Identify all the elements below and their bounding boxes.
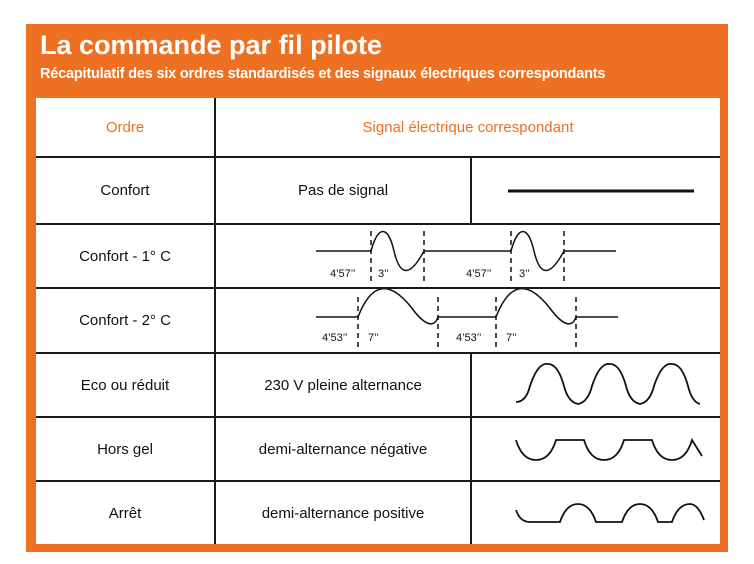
column-header-signal: Signal électrique correspondant <box>362 118 574 136</box>
page-subtitle: Récapitulatif des six ordres standardisés et des signaux électriques correspondants <box>40 66 606 82</box>
ordre-hors-gel: Hors gel <box>97 440 153 458</box>
timing-off-label: 4’53’’ <box>322 332 348 344</box>
timing-on-label: 7’’ <box>506 332 517 344</box>
timing-on-label: 3’’ <box>378 268 389 280</box>
timing-on-label: 3’’ <box>519 268 530 280</box>
ordre-eco: Eco ou réduit <box>80 376 170 394</box>
signal-label-hors-gel: demi-alternance négative <box>258 440 428 458</box>
timing-off-label: 4’57’’ <box>466 268 492 280</box>
ordre-arret: Arrêt <box>108 504 142 522</box>
column-header-ordre: Ordre <box>105 118 145 136</box>
timing-off-label: 4’53’’ <box>456 332 482 344</box>
positive-half-wave-icon <box>472 482 720 544</box>
pulse-3s-waveform <box>316 225 636 287</box>
pulse-7s-waveform <box>316 289 636 352</box>
signal-label-arret: demi-alternance positive <box>261 504 425 522</box>
ordre-confort-moins-2: Confort - 2° C <box>79 312 171 329</box>
ordre-confort-moins-1: Confort - 1° C <box>79 247 171 265</box>
timing-off-label: 4’57’’ <box>330 268 356 280</box>
signal-label-confort: Pas de signal <box>297 182 389 199</box>
flat-line-icon <box>472 158 720 223</box>
ordre-confort: Confort <box>100 182 150 199</box>
negative-half-wave-icon <box>472 418 720 480</box>
signal-table <box>36 98 720 544</box>
full-sine-waveform <box>472 354 720 416</box>
timing-on-label: 7’’ <box>368 332 379 344</box>
page-title: La commande par fil pilote <box>40 30 383 60</box>
signal-label-eco: 230 V pleine alternance <box>264 376 422 394</box>
